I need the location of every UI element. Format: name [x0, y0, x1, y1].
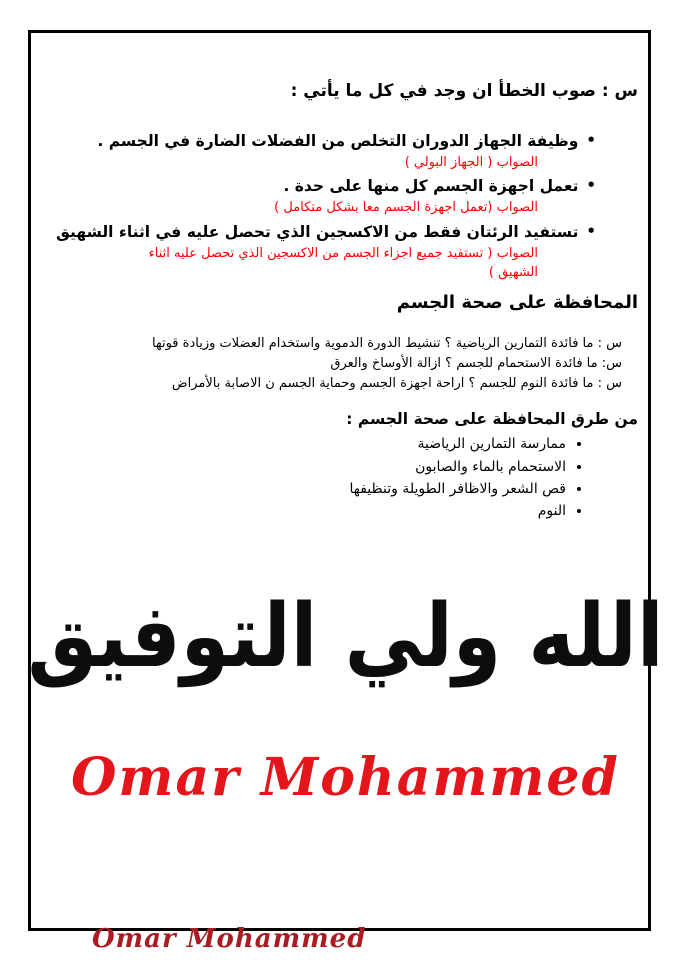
statement-text: تعمل اجهزة الجسم كل منها على حدة . — [283, 177, 579, 196]
footer-signature: Omar Mohammed — [92, 924, 367, 954]
list-item: • النوم — [53, 500, 566, 522]
list-item: • ممارسة التمارين الرياضية — [53, 433, 566, 455]
calligraphy-image: الله ولي التوفيق — [27, 586, 664, 688]
correction-text: الصواب ( الجهاز البولي ) — [404, 154, 538, 170]
bullet-icon: • — [586, 221, 596, 240]
statement-row — [53, 129, 638, 153]
qa-line: س : ما فائدة النوم للجسم ؟ اراحة اجهزة الجسم وحماية الجسم ن الاصابة بالأمراض — [171, 375, 622, 391]
methods-heading: من طرق المحافظة على صحة الجسم : — [346, 409, 638, 428]
section-heading: المحافظة على صحة الجسم — [396, 291, 638, 313]
error-correction-list — [53, 129, 638, 285]
statement-text: تستفيد الرئتان فقط من الاكسجين الذي تحصل عليه في اثناء الشهيق — [56, 222, 579, 241]
list-item: • الاستحمام بالماء والصابون — [53, 456, 566, 478]
statement-text: وظيفة الجهاز الدوران التخلص من الفضلات الضارة في الجسم . — [97, 131, 579, 150]
correction-text: الصواب ( تستفيد جميع اجزاء الجسم من الاكسجين الذي تحصل عليه اثناء الشهيق ) — [148, 245, 538, 281]
list-item: • قص الشعر والاظافر الطويلة وتنظيفها — [53, 478, 566, 500]
page-border-frame — [27, 30, 664, 931]
question-title: س : صوب الخطأ ان وجد في كل ما يأتي : — [290, 81, 638, 101]
methods-list — [53, 433, 638, 523]
bullet-icon: • — [586, 176, 596, 195]
correction-text: الصواب (تعمل اجهزة الجسم معا بشكل متكامل ) — [274, 200, 538, 216]
qa-line: س : ما فائدة التمارين الرياضية ؟ تنشيط الدورة الدموية واستخدام العضلات وزيادة قوتها — [152, 335, 622, 351]
qa-line: س: ما فائدة الاستحمام للجسم ؟ ازالة الأوساخ والعرق — [330, 355, 622, 371]
signature-text: Omar Mohammed — [71, 746, 620, 808]
statement-row — [53, 220, 638, 244]
qa-block — [53, 334, 638, 394]
list-item — [53, 129, 638, 175]
statement-row — [53, 174, 638, 198]
list-item — [53, 174, 638, 220]
bullet-icon: • — [586, 130, 596, 149]
list-item — [53, 220, 638, 285]
